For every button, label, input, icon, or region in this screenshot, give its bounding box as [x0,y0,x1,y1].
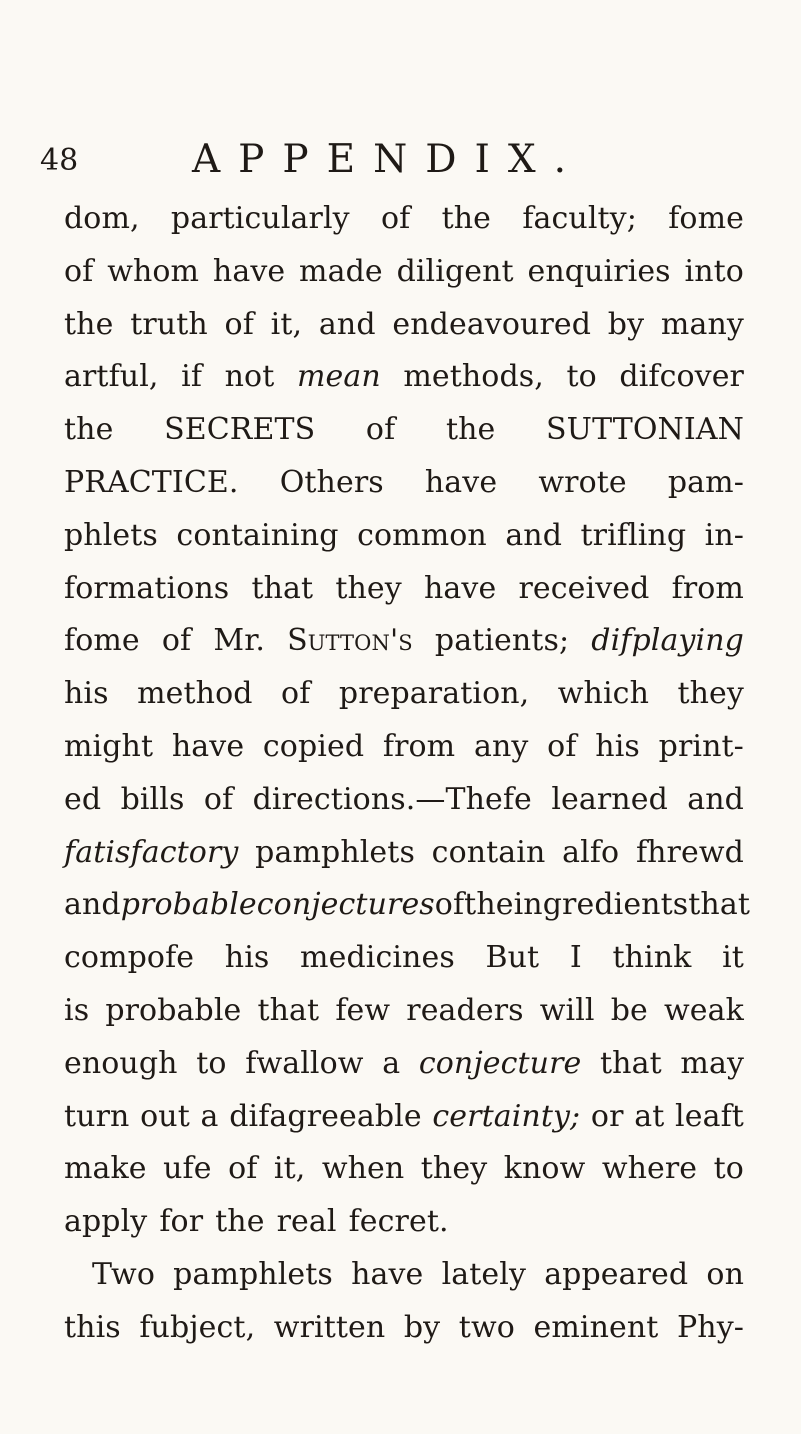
text-word: contain [431,834,546,870]
text-line [64,721,744,774]
text-word: difcover [619,359,744,395]
text-word: of [365,412,396,448]
text-word: a [200,1098,219,1134]
text-word: of [224,306,254,342]
text-word: few [335,992,391,1028]
text-word: received [518,570,650,606]
text-word: real [276,1204,337,1240]
text-word: probable [120,887,257,923]
text-word: to [713,1151,744,1187]
text-word: PRACTICE. [64,464,239,500]
text-word: SECRETS [164,412,316,448]
text-word: copied [262,728,365,764]
text-word: conjectures [256,887,435,923]
text-word: that [251,570,314,606]
text-word: bills [120,781,185,817]
running-title: APPENDIX. [192,137,585,182]
text-word: of [434,887,465,923]
text-word: of [161,623,192,659]
text-line [64,1143,744,1196]
text-word: will [539,992,595,1028]
text-word: that [600,1045,662,1081]
text-word: I [569,940,582,976]
text-word: method [137,676,253,712]
text-word: faculty; [522,201,637,236]
text-word: fhrewd [635,834,744,870]
text-word: it, [273,1151,306,1187]
text-word: appeared [544,1256,689,1292]
text-word: the [445,412,496,448]
text-word: lately [441,1256,527,1292]
text-word: a [382,1045,401,1081]
text-line [64,615,744,668]
text-word: that [688,887,750,923]
text-word: to [196,1045,227,1081]
text-word: on [706,1256,744,1292]
text-line [64,457,744,510]
text-word: weak [664,992,744,1028]
page-header [40,137,760,187]
text-line [64,879,750,932]
text-word: out [140,1098,190,1134]
text-word: and [687,781,744,817]
text-word: if [181,359,203,395]
text-word: of [64,253,94,289]
text-word: fatisfactory [64,834,239,870]
text-line [64,193,744,246]
text-word: pamphlets [255,834,415,870]
text-word: from [382,728,456,764]
text-word: conjecture [418,1045,582,1081]
text-word: phlets [64,517,158,553]
text-word: they [420,1151,488,1187]
text-word: diligent [396,253,514,289]
text-word: have [424,464,498,500]
text-word: have [424,570,497,606]
text-line [64,351,744,404]
text-word: the [464,887,514,923]
text-line [64,932,744,985]
text-word: containing [176,517,339,553]
text-word: turn [64,1098,130,1134]
text-word: artful, [64,359,159,395]
text-word: dom, [64,201,140,236]
text-word: they [335,570,402,606]
text-line [64,404,744,457]
text-word: ufe [163,1151,212,1187]
text-word: compofe [64,940,195,976]
text-word: and [64,887,121,923]
text-word: apply [64,1204,148,1240]
text-word: be [610,992,648,1028]
text-word: any [473,728,529,764]
text-word: fome [64,623,140,659]
text-word: eminent [533,1309,659,1345]
text-line [64,1038,744,1091]
text-word: think [612,940,692,976]
text-word: by [403,1309,441,1345]
text-word: wrote [538,464,627,500]
text-word: this [64,1309,121,1345]
text-word: endeavoured [392,306,592,342]
text-word: to [566,359,597,395]
text-word: written [273,1309,386,1345]
text-word: the [441,201,492,236]
body-text [64,193,750,1355]
text-word: the [64,412,114,448]
text-word: when [321,1151,405,1187]
text-line [64,1196,744,1249]
text-line [64,827,744,880]
text-word: alfo [562,834,620,870]
text-word: truth [130,306,208,342]
text-word: medicines [300,940,455,976]
text-word: the [215,1204,265,1240]
text-word: methods, [403,359,544,395]
page-number: 48 [40,143,79,178]
text-word: two [458,1309,515,1345]
text-word: many [660,306,744,342]
text-word: or [590,1098,624,1134]
text-word: of [547,728,577,764]
text-word: But [485,940,540,976]
text-word: whom [107,253,200,289]
text-word: Others [279,464,384,500]
text-word: preparation, [338,676,530,712]
text-word: trifling [580,517,687,553]
text-word: Phy- [676,1309,744,1345]
text-line [64,1249,744,1302]
text-word: certainty; [432,1098,581,1134]
text-word: know [503,1151,586,1187]
text-word: make [64,1151,147,1187]
text-word: pam- [667,464,744,500]
text-word: of [203,781,234,817]
text-word: have [212,253,286,289]
text-word: mean [296,359,381,395]
text-word: not [224,359,275,395]
text-word: have [351,1256,424,1292]
text-word: for [159,1204,204,1240]
text-line [64,1302,744,1355]
text-word: difplaying [591,623,744,659]
text-word: of [281,676,311,712]
text-word: readers [406,992,524,1028]
text-word: his [595,728,640,764]
text-word: his [224,940,270,976]
text-word: is [64,992,90,1028]
text-word: SUTTONIAN [546,412,744,448]
text-line [64,668,744,721]
text-line [64,563,744,616]
text-line [64,246,744,299]
text-word: of [228,1151,258,1187]
text-word: where [601,1151,698,1187]
text-word: enquiries [527,253,671,289]
text-word: Sutton's [287,623,413,659]
text-word: print- [658,728,744,764]
text-line [64,510,744,563]
text-word: the [64,306,114,342]
text-word: fwallow [245,1045,364,1081]
text-word: enough [64,1045,178,1081]
text-word: of [380,201,411,236]
text-line [64,774,744,827]
text-word: Mr. [213,623,265,659]
text-word: from [671,570,744,606]
text-word: in- [704,517,744,553]
text-word: that [257,992,320,1028]
text-word: it [722,940,744,976]
text-word: learned [551,781,668,817]
text-line [64,1091,744,1144]
text-word: fome [668,201,744,236]
text-word: fubject, [139,1309,256,1345]
text-word: and [318,306,376,342]
text-word: patients; [434,623,570,659]
text-word: formations [64,570,230,606]
text-word: common [357,517,487,553]
text-word: ingredients [513,887,689,923]
text-word: Two [92,1256,155,1292]
text-word: by [607,306,645,342]
text-word: and [505,517,563,553]
text-word: into [684,253,744,289]
text-word: may [680,1045,744,1081]
text-word: which [557,676,649,712]
text-word: fecret. [348,1204,449,1240]
text-line [64,985,744,1038]
text-word: they [677,676,744,712]
text-word: his [64,676,109,712]
text-word: probable [105,992,242,1028]
text-word: at [634,1098,665,1134]
text-word: particularly [170,201,350,236]
text-word: directions.—Thefe [252,781,532,817]
text-line [64,299,744,352]
text-word: pamphlets [173,1256,333,1292]
text-word: ed [64,781,102,817]
text-word: difagreeable [229,1098,422,1134]
text-word: might [64,728,154,764]
text-word: leaft [675,1098,744,1134]
text-word: it, [270,306,303,342]
text-word: have [171,728,245,764]
text-word: made [299,253,383,289]
